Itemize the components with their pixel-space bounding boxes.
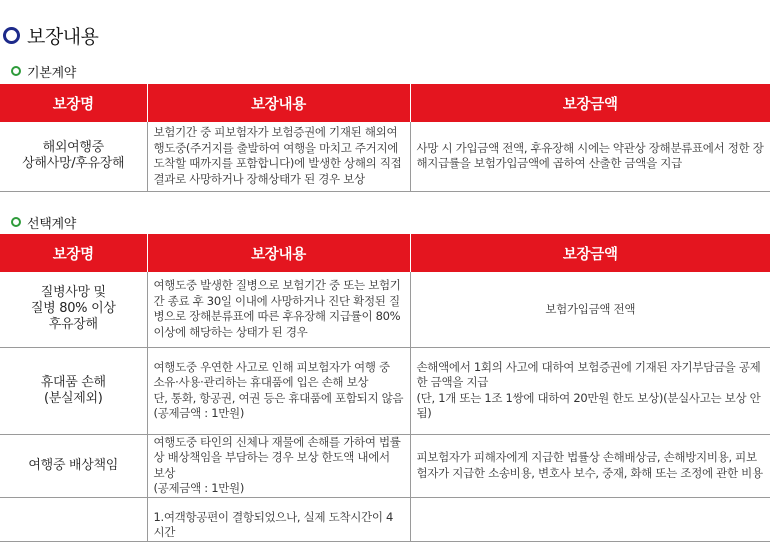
coverage-amount: 손해액에서 1회의 사고에 대하여 보험증권에 기재된 자기부담금을 공제한 금액을 지급 (단, 1개 또는 1조 1쌍에 대하여 20만원 한도 보상)(분실사고는 보상 안됨) — [410, 347, 770, 434]
optional-contract-table — [0, 234, 770, 542]
coverage-amount: 보험가입금액 전액 — [410, 272, 770, 347]
optional-contract-heading — [0, 213, 76, 231]
coverage-content: 여행도중 타인의 신체나 재물에 손해를 가하여 법률상 배상책임을 부담하는 경우 보상 한도액 내에서 보상 (공제금액 : 1만원) — [147, 434, 410, 497]
coverage-name: 휴대품 손해 (분실제외) — [0, 347, 147, 434]
coverage-content: 여행도중 발생한 질병으로 보험기간 중 또는 보험기간 종료 후 30일 이내에 사망하거나 진단 확정된 질병으로 장해분류표에 따른 후유장해 지급률이 80% 이상에 해당하는 상태가 된 경우 — [147, 272, 410, 347]
circle-bullet-icon — [3, 27, 20, 44]
header-coverage-amount: 보장금액 — [410, 84, 770, 122]
header-coverage-content: 보장내용 — [147, 84, 410, 122]
header-coverage-amount: 보장금액 — [410, 234, 770, 272]
header-coverage-name: 보장명 — [0, 84, 147, 122]
header-coverage-name: 보장명 — [0, 234, 147, 272]
coverage-name — [0, 497, 147, 541]
table-header-row — [0, 84, 770, 122]
section-title-text: 보장내용 — [27, 25, 99, 48]
coverage-content: 여행도중 우연한 사고로 인해 피보험자가 여행 중 소유·사용·관리하는 휴대품에 입은 손해 보상 단, 통화, 항공권, 여권 등은 휴대품에 포함되지 않음 (공제금액 : 1만원) — [147, 347, 410, 434]
coverage-name: 질병사망 및 질병 80% 이상 후유장해 — [0, 272, 147, 347]
section-title — [0, 22, 98, 48]
table-row — [0, 434, 770, 497]
circle-bullet-icon — [11, 66, 21, 76]
circle-bullet-icon — [11, 217, 21, 227]
optional-contract-title: 선택계약 — [27, 216, 77, 232]
table-row — [0, 272, 770, 347]
table-header-row — [0, 234, 770, 272]
basic-contract-title: 기본계약 — [27, 65, 77, 81]
coverage-amount — [410, 497, 770, 541]
coverage-name: 여행중 배상책임 — [0, 434, 147, 497]
coverage-amount: 피보험자가 피해자에게 지급한 법률상 손해배상금, 손해방지비용, 피보험자가 지급한 소송비용, 변호사 보수, 중재, 화해 또는 조정에 관한 비용 — [410, 434, 770, 497]
coverage-content: 보험기간 중 피보험자가 보험증권에 기재된 해외여행도중(주거지를 출발하여 여행을 마치고 주거지에 도착할 때까지를 포함합니다)에 발생한 상해의 직접결과로 사망하거나 장해상태가 된 경우 보상 — [147, 122, 410, 191]
coverage-content: 1.여객항공편이 결항되었으나, 실제 도착시간이 4시간 — [147, 497, 410, 541]
table-row — [0, 122, 770, 191]
basic-contract-table — [0, 84, 770, 192]
table-row — [0, 347, 770, 434]
coverage-amount: 사망 시 가입금액 전액, 후유장해 시에는 약관상 장해분류표에서 정한 장해지급률을 보험가입금액에 곱하여 산출한 금액을 지급 — [410, 122, 770, 191]
header-coverage-content: 보장내용 — [147, 234, 410, 272]
table-row — [0, 497, 770, 541]
coverage-name: 해외여행중 상해사망/후유장해 — [0, 122, 147, 191]
basic-contract-heading — [0, 62, 76, 80]
